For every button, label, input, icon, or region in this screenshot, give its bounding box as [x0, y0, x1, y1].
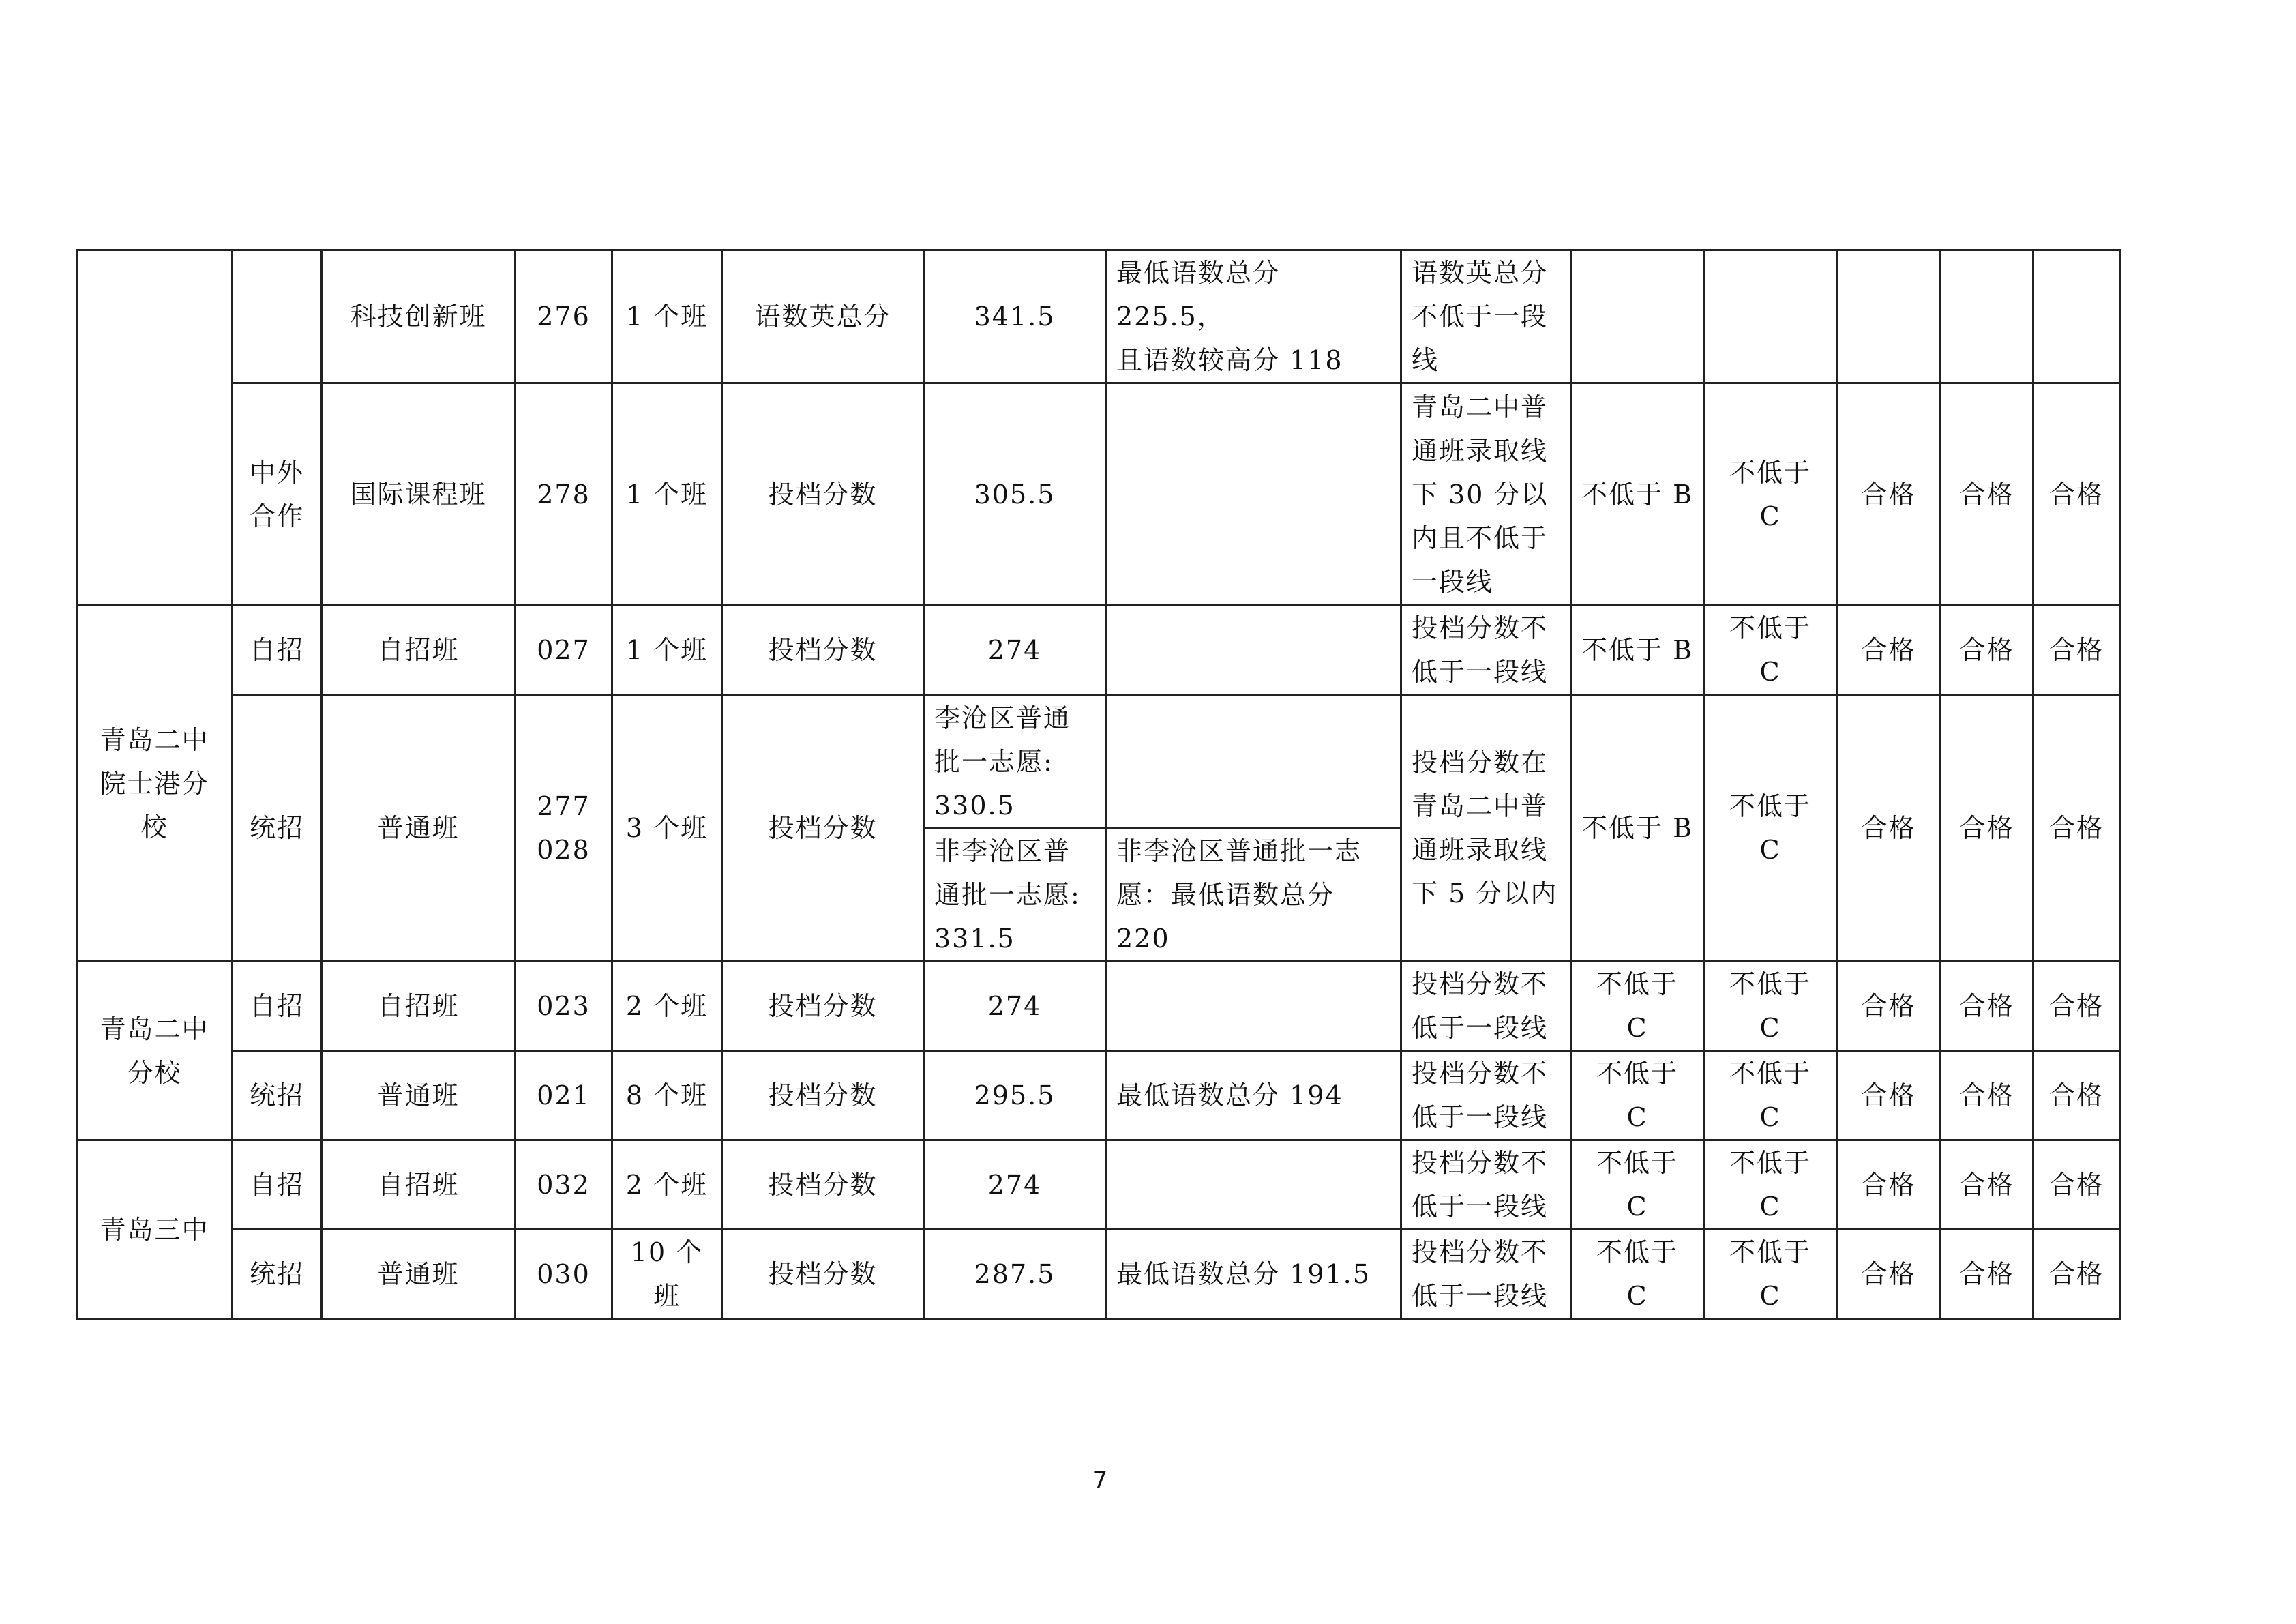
class-count-cell: 2 个班	[612, 962, 722, 1051]
type-cell: 统招	[233, 695, 322, 962]
class-count-cell: 2 个班	[612, 1140, 722, 1230]
grade-cell-1: 不低于 C	[1571, 1051, 1704, 1140]
grade-cell-3: 合格	[1837, 1051, 1941, 1140]
min-score-cell: 274	[924, 962, 1106, 1051]
grade-cell-3: 合格	[1837, 695, 1941, 962]
type-cell: 统招	[233, 1230, 322, 1319]
grade-cell-2: 不低于 C	[1704, 962, 1837, 1051]
extra-condition-cell: 最低语数总分 194	[1106, 1051, 1401, 1140]
grade-cell-2: 不低于 C	[1704, 1051, 1837, 1140]
min-score-cell: 341.5	[924, 250, 1106, 383]
type-cell: 自招	[233, 962, 322, 1051]
min-score-cell-licang: 李沧区普通 批一志愿: 330.5	[924, 695, 1106, 829]
min-score-cell-non-licang: 非李沧区普 通批一志愿: 331.5	[924, 829, 1106, 962]
grade-cell-4	[1941, 250, 2033, 383]
extra-condition-cell	[1106, 1140, 1401, 1230]
school-name-cell: 青岛二中 院士港分 校	[77, 606, 233, 962]
grade-cell-4: 合格	[1941, 383, 2033, 606]
grade-cell-2	[1704, 250, 1837, 383]
grade-cell-5	[2033, 250, 2120, 383]
score-basis-cell: 投档分数	[722, 1051, 924, 1140]
code-cell: 030	[516, 1230, 612, 1319]
requirement-cell: 投档分数不 低于一段线	[1401, 606, 1571, 695]
requirement-cell: 投档分数不 低于一段线	[1401, 1140, 1571, 1230]
grade-cell-4: 合格	[1941, 695, 2033, 962]
table-row	[77, 606, 2120, 695]
class-name-cell: 自招班	[322, 606, 516, 695]
grade-cell-5: 合格	[2033, 1051, 2120, 1140]
code-cell: 276	[516, 250, 612, 383]
grade-cell-3: 合格	[1837, 1140, 1941, 1230]
min-score-cell: 274	[924, 1140, 1106, 1230]
page-number: 7	[1092, 1466, 1108, 1494]
grade-cell-1	[1571, 250, 1704, 383]
table-row	[77, 1051, 2120, 1140]
code-cell: 021	[516, 1051, 612, 1140]
class-count-cell: 10 个 班	[612, 1230, 722, 1319]
score-basis-cell: 投档分数	[722, 383, 924, 606]
class-name-cell: 自招班	[322, 962, 516, 1051]
grade-cell-5: 合格	[2033, 1140, 2120, 1230]
grade-cell-2: 不低于 C	[1704, 1140, 1837, 1230]
class-name-cell: 自招班	[322, 1140, 516, 1230]
requirement-cell: 投档分数不 低于一段线	[1401, 1230, 1571, 1319]
table-row	[77, 1140, 2120, 1230]
class-name-cell: 国际课程班	[322, 383, 516, 606]
grade-cell-1: 不低于 C	[1571, 1140, 1704, 1230]
code-cell: 278	[516, 383, 612, 606]
grade-cell-1: 不低于 C	[1571, 1230, 1704, 1319]
grade-cell-4: 合格	[1941, 962, 2033, 1051]
extra-condition-cell	[1106, 606, 1401, 695]
grade-cell-3: 合格	[1837, 962, 1941, 1051]
extra-condition-cell	[1106, 695, 1401, 829]
code-cell: 277 028	[516, 695, 612, 962]
admission-table	[76, 249, 2121, 1320]
table-row	[77, 1230, 2120, 1319]
table-row	[77, 962, 2120, 1051]
score-basis-cell: 投档分数	[722, 962, 924, 1051]
grade-cell-4: 合格	[1941, 1230, 2033, 1319]
extra-condition-cell	[1106, 383, 1401, 606]
class-name-cell: 普通班	[322, 695, 516, 962]
grade-cell-3	[1837, 250, 1941, 383]
min-score-cell: 295.5	[924, 1051, 1106, 1140]
code-cell: 027	[516, 606, 612, 695]
class-name-cell: 普通班	[322, 1230, 516, 1319]
score-basis-cell: 投档分数	[722, 1140, 924, 1230]
grade-cell-1: 不低于 B	[1571, 606, 1704, 695]
grade-cell-1: 不低于 C	[1571, 962, 1704, 1051]
grade-cell-3: 合格	[1837, 606, 1941, 695]
min-score-cell: 274	[924, 606, 1106, 695]
class-count-cell: 1 个班	[612, 383, 722, 606]
grade-cell-5: 合格	[2033, 1230, 2120, 1319]
school-name-cell: 青岛三中	[77, 1140, 233, 1319]
grade-cell-5: 合格	[2033, 606, 2120, 695]
grade-cell-5: 合格	[2033, 383, 2120, 606]
grade-cell-5: 合格	[2033, 962, 2120, 1051]
type-cell: 自招	[233, 1140, 322, 1230]
type-cell: 统招	[233, 1051, 322, 1140]
grade-cell-3: 合格	[1837, 383, 1941, 606]
requirement-cell: 青岛二中普 通班录取线 下 30 分以 内且不低于 一段线	[1401, 383, 1571, 606]
score-basis-cell: 语数英总分	[722, 250, 924, 383]
table-row	[77, 695, 2120, 829]
requirement-cell: 投档分数不 低于一段线	[1401, 962, 1571, 1051]
class-name-cell: 科技创新班	[322, 250, 516, 383]
grade-cell-1: 不低于 B	[1571, 695, 1704, 962]
requirement-cell: 投档分数在 青岛二中普 通班录取线 下 5 分以内	[1401, 695, 1571, 962]
class-count-cell: 3 个班	[612, 695, 722, 962]
grade-cell-3: 合格	[1837, 1230, 1941, 1319]
grade-cell-2: 不低于 C	[1704, 695, 1837, 962]
table-row	[77, 383, 2120, 606]
code-cell: 023	[516, 962, 612, 1051]
extra-condition-cell: 非李沧区普通批一志 愿：最低语数总分 220	[1106, 829, 1401, 962]
type-cell-empty	[233, 250, 322, 383]
grade-cell-2: 不低于 C	[1704, 1230, 1837, 1319]
code-cell: 032	[516, 1140, 612, 1230]
class-count-cell: 1 个班	[612, 250, 722, 383]
requirement-cell: 投档分数不 低于一段线	[1401, 1051, 1571, 1140]
grade-cell-1: 不低于 B	[1571, 383, 1704, 606]
grade-cell-4: 合格	[1941, 1051, 2033, 1140]
extra-condition-cell: 最低语数总分 225.5， 且语数较高分 118	[1106, 250, 1401, 383]
type-cell: 自招	[233, 606, 322, 695]
class-count-cell: 1 个班	[612, 606, 722, 695]
min-score-cell: 305.5	[924, 383, 1106, 606]
type-cell: 中外 合作	[233, 383, 322, 606]
table-row	[77, 250, 2120, 383]
requirement-cell: 语数英总分 不低于一段线	[1401, 250, 1571, 383]
grade-cell-5: 合格	[2033, 695, 2120, 962]
class-name-cell: 普通班	[322, 1051, 516, 1140]
extra-condition-cell	[1106, 962, 1401, 1051]
grade-cell-4: 合格	[1941, 606, 2033, 695]
school-cell-empty	[77, 250, 233, 606]
grade-cell-2: 不低于 C	[1704, 606, 1837, 695]
min-score-cell: 287.5	[924, 1230, 1106, 1319]
grade-cell-4: 合格	[1941, 1140, 2033, 1230]
grade-cell-2: 不低于 C	[1704, 383, 1837, 606]
class-count-cell: 8 个班	[612, 1051, 722, 1140]
extra-condition-cell: 最低语数总分 191.5	[1106, 1230, 1401, 1319]
score-basis-cell: 投档分数	[722, 1230, 924, 1319]
score-basis-cell: 投档分数	[722, 695, 924, 962]
school-name-cell: 青岛二中 分校	[77, 962, 233, 1140]
score-basis-cell: 投档分数	[722, 606, 924, 695]
